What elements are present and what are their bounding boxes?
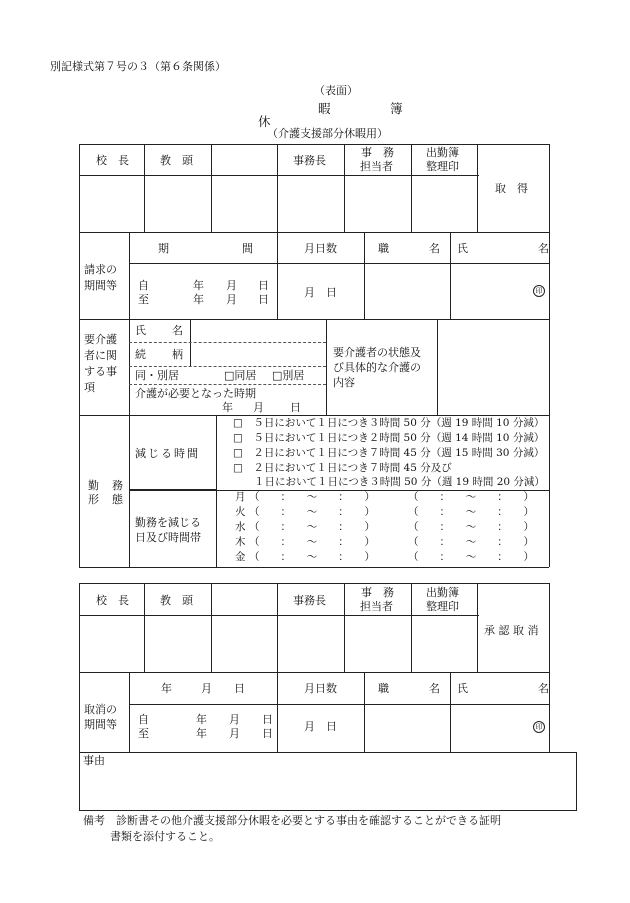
- care-cohabit-label: 同・別居: [135, 369, 179, 382]
- work-option-1[interactable]: □ ５日において１日につき３時間 50 分（週 19 時間 10 分減）: [233, 417, 545, 429]
- approval-clerk-line1: 事 務: [361, 146, 394, 159]
- care-need-since: 介護が必要となった時期: [135, 387, 256, 400]
- work-option-4[interactable]: □ ２日において１日につき７時間 45 分及び: [233, 462, 452, 474]
- weekday-mon: 月: [235, 491, 246, 503]
- request-from-day: 日: [258, 279, 269, 292]
- title-char-3: 簿: [390, 101, 403, 116]
- care-label-2: 者に関: [84, 349, 117, 362]
- cancel-to-year: 年: [196, 727, 207, 740]
- care-name-char2: 名: [172, 324, 183, 337]
- work-label-char3: 形: [88, 493, 99, 506]
- request-from-month: 月: [226, 279, 237, 292]
- approval-vice-principal: 教 頭: [160, 154, 193, 167]
- care-need-year: 年: [222, 401, 233, 414]
- weekday-fri: 金: [235, 551, 246, 563]
- title-char-1: 休: [257, 113, 271, 129]
- cancel-month-header: 月: [201, 682, 212, 695]
- weekday-tue: 火: [235, 506, 246, 518]
- request-seal: 印: [533, 285, 545, 297]
- request-period-char2: 間: [242, 242, 253, 255]
- approval2-attendance-line2: 整理印: [426, 600, 459, 613]
- cancel-to: 至: [138, 727, 149, 740]
- care-condition-line3: 内容: [333, 376, 355, 389]
- care-relation-char2: 柄: [172, 348, 183, 361]
- cancel-name-char1: 氏: [457, 682, 468, 695]
- cancel-position-char2: 名: [429, 682, 440, 695]
- request-position-char1: 職: [378, 242, 389, 255]
- work-label-char1: 勤: [88, 479, 99, 492]
- cancel-to-day: 日: [262, 727, 273, 740]
- request-from-year: 年: [193, 279, 204, 292]
- cancel-seal: 印: [533, 721, 545, 733]
- request-name-char2: 名: [538, 242, 549, 255]
- request-to-day: 日: [258, 293, 269, 306]
- work-option-3[interactable]: □ ２日において１日につき７時間 45 分（週 15 時間 30 分減）: [233, 447, 545, 459]
- slot-mon-2[interactable]: （ ： ～ ： ）: [408, 491, 534, 503]
- cancel-position-char1: 職: [378, 682, 389, 695]
- work-days-label-1: 勤務を減じる: [135, 516, 201, 529]
- care-need-day: 日: [290, 401, 301, 414]
- title-char-2: 暇: [318, 101, 331, 116]
- care-label-4: 項: [84, 381, 95, 394]
- cancel-from-day: 日: [262, 713, 273, 726]
- form-subtitle: （介護支援部分休暇用）: [267, 127, 388, 140]
- weekday-wed: 水: [235, 521, 246, 533]
- slot-thu-2[interactable]: （ ： ～ ： ）: [408, 536, 534, 548]
- approval2-cancel: 承 認 取 消: [484, 624, 539, 637]
- approval-office-manager: 事務長: [293, 154, 326, 167]
- slot-mon-1[interactable]: （ ： ～ ： ）: [249, 491, 375, 503]
- form-id: 別記様式第７号の３（第６条関係）: [50, 60, 226, 73]
- slot-tue-1[interactable]: （ ： ～ ： ）: [249, 506, 375, 518]
- remarks-line2: 書類を添付すること。: [110, 830, 220, 843]
- approval2-clerk-line2: 担当者: [360, 600, 393, 613]
- request-to-month: 月: [226, 293, 237, 306]
- approval-acquire: 取 得: [495, 182, 528, 195]
- form-side: （表面）: [314, 84, 358, 97]
- approval2-vice-principal: 教 頭: [160, 594, 193, 607]
- request-period-char1: 期: [158, 242, 169, 255]
- approval-attendance-line1: 出勤簿: [426, 146, 459, 159]
- approval-clerk-line2: 担当者: [360, 160, 393, 173]
- request-days-header: 月日数: [304, 242, 337, 255]
- work-option-4-cont: １日において１日につき３時間 50 分（週 19 時間 20 分減）: [233, 476, 545, 488]
- slot-tue-2[interactable]: （ ： ～ ： ）: [408, 506, 534, 518]
- cancel-year-header: 年: [161, 682, 172, 695]
- approval2-principal: 校 長: [96, 594, 129, 607]
- cancel-days-value: 月 日: [304, 720, 337, 733]
- cancel-days-header: 月日数: [304, 682, 337, 695]
- approval2-clerk-line1: 事 務: [361, 586, 394, 599]
- work-reduce-label: 減じる時間: [135, 447, 200, 460]
- cancel-label-2: 期間等: [84, 718, 117, 731]
- slot-wed-1[interactable]: （ ： ～ ： ）: [249, 521, 375, 533]
- work-label-char2: 務: [112, 479, 123, 492]
- work-days-label-2: 日及び時間帯: [135, 531, 201, 544]
- slot-thu-1[interactable]: （ ： ～ ： ）: [249, 536, 375, 548]
- care-opt-separate[interactable]: □別居: [272, 369, 305, 382]
- care-condition-line1: 要介護者の状態及: [333, 346, 421, 359]
- care-label-3: する事: [84, 365, 117, 378]
- weekday-thu: 木: [235, 536, 246, 548]
- form-title: [250, 103, 270, 128]
- remarks-line1: 備考 診断書その他介護支援部分休暇を必要とする事由を確認することができる証明: [83, 814, 501, 827]
- cancel-from-year: 年: [196, 713, 207, 726]
- approval-principal: 校 長: [96, 154, 129, 167]
- care-relation-char1: 続: [135, 348, 146, 361]
- care-opt-same[interactable]: □同居: [224, 369, 257, 382]
- reason-label: 事由: [83, 754, 105, 767]
- request-label-2: 期間等: [84, 279, 117, 292]
- cancel-day-header: 日: [234, 682, 245, 695]
- approval2-attendance-line1: 出勤簿: [426, 586, 459, 599]
- cancel-to-month: 月: [229, 727, 240, 740]
- work-option-2[interactable]: □ ５日において１日につき２時間 50 分（週 14 時間 10 分減）: [233, 432, 545, 444]
- request-position-char2: 名: [429, 242, 440, 255]
- request-label-1: 請求の: [84, 263, 117, 276]
- request-from: 自: [138, 279, 149, 292]
- request-days-value: 月 日: [304, 286, 337, 299]
- care-label-1: 要介護: [84, 333, 117, 346]
- work-label-char4: 態: [112, 493, 123, 506]
- slot-fri-1[interactable]: （ ： ～ ： ）: [249, 551, 375, 563]
- care-need-month: 月: [253, 401, 264, 414]
- request-to-year: 年: [193, 293, 204, 306]
- cancel-from-month: 月: [229, 713, 240, 726]
- cancel-label-1: 取消の: [84, 703, 117, 716]
- slot-wed-2[interactable]: （ ： ～ ： ）: [408, 521, 534, 533]
- cancel-from: 自: [138, 713, 149, 726]
- care-name-char1: 氏: [135, 324, 146, 337]
- approval-attendance-line2: 整理印: [426, 160, 459, 173]
- cancel-name-char2: 名: [538, 682, 549, 695]
- approval2-office-manager: 事務長: [293, 594, 326, 607]
- care-condition-line2: び具体的な介護の: [333, 361, 421, 374]
- slot-fri-2[interactable]: （ ： ～ ： ）: [408, 551, 534, 563]
- request-name-char1: 氏: [457, 242, 468, 255]
- request-to: 至: [138, 293, 149, 306]
